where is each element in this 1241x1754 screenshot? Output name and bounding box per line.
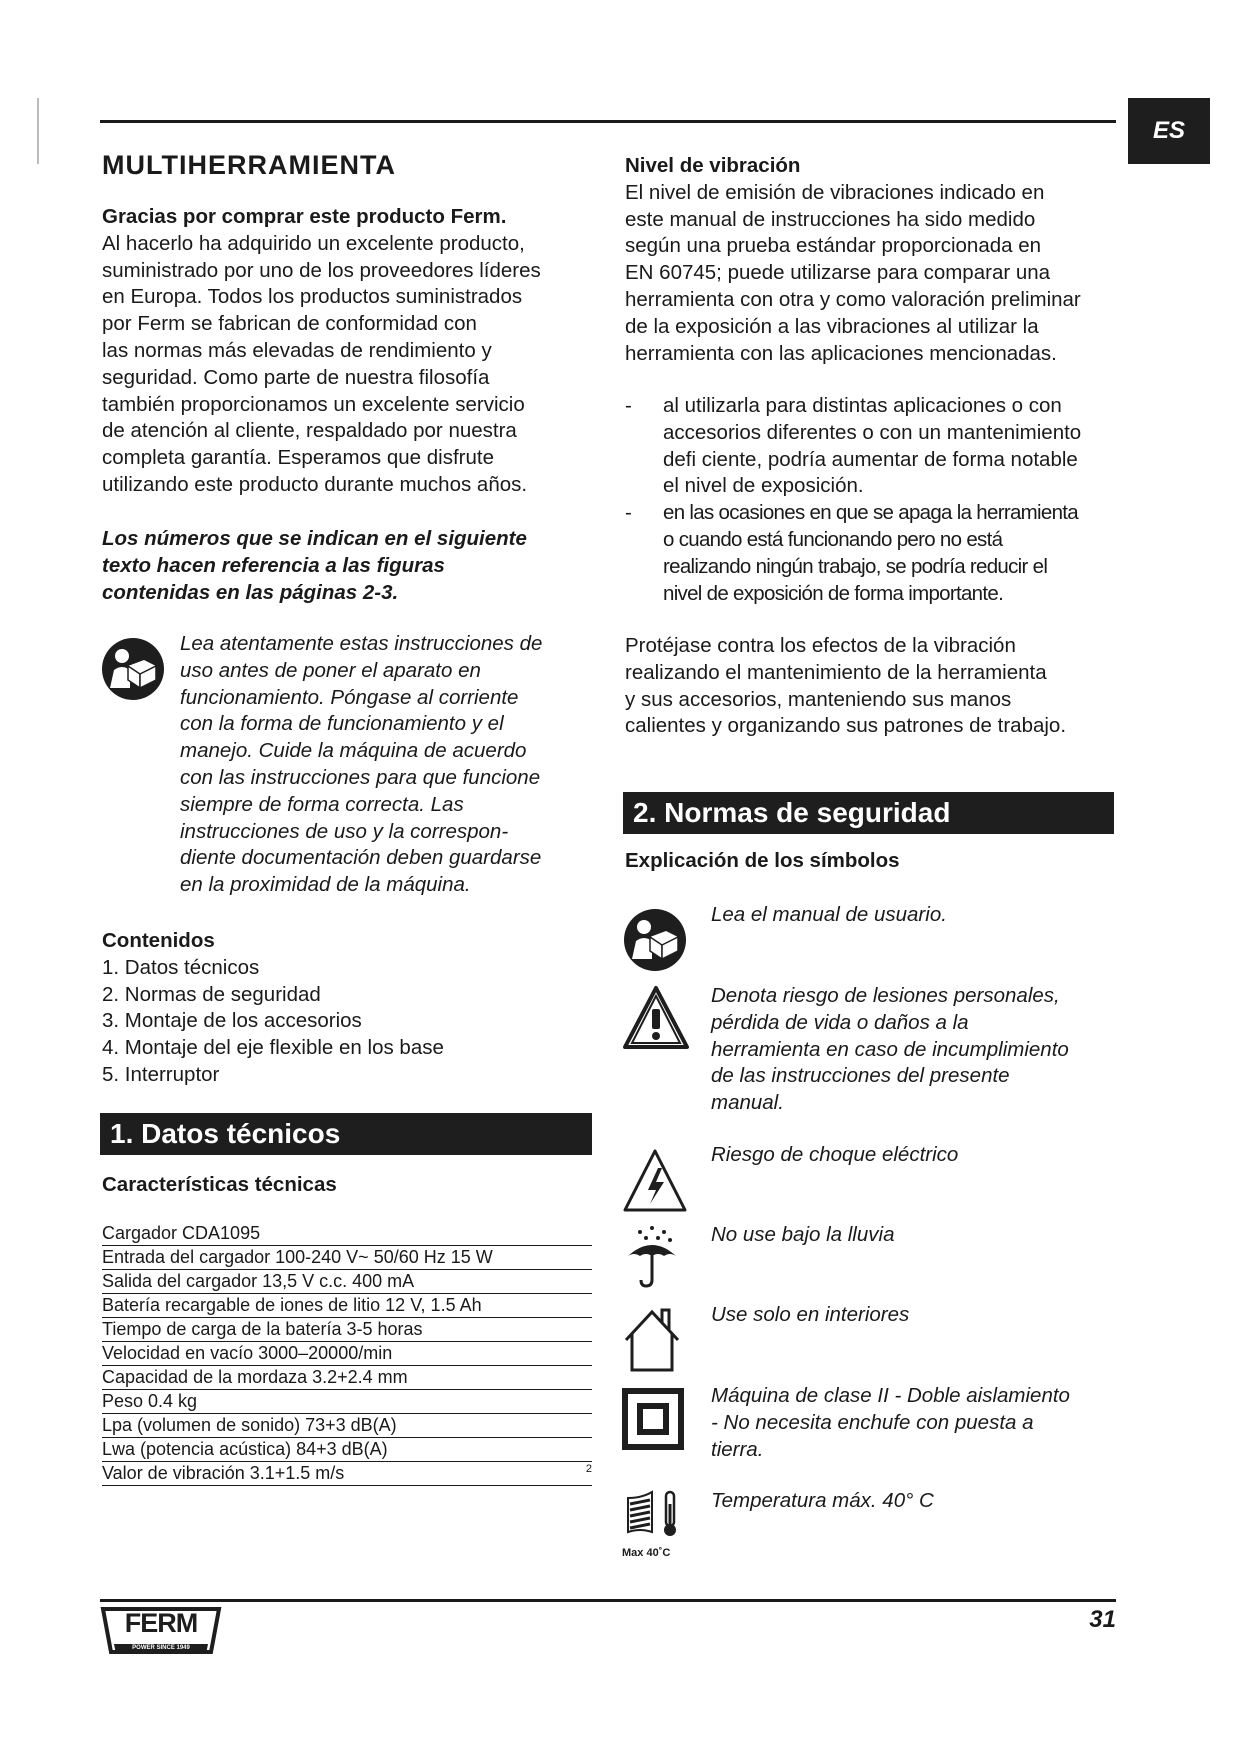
bullet-dash: -	[625, 501, 632, 525]
spec-row	[102, 1246, 592, 1270]
vibration-line: según una prueba estándar proporcionada en	[625, 234, 1042, 258]
symbol-description	[711, 1222, 1121, 1249]
read-notice-line: diente documentación deben guardarse	[180, 846, 542, 870]
vibration-line: este manual de instrucciones ha sido medido	[625, 207, 1036, 231]
warning-triangle-icon	[622, 985, 690, 1051]
symbol-line: pérdida de vida o daños a la	[711, 1010, 969, 1034]
vibration-block	[625, 153, 1115, 367]
bullet-line: el nivel de exposición.	[663, 474, 864, 498]
protect-line: y sus accesorios, manteniendo sus manos	[625, 687, 1012, 711]
double-insulation-icon	[622, 1388, 684, 1450]
spec-text: Valor de vibración 3.1+1.5 m/s	[102, 1463, 345, 1483]
vibration-line: de la exposición a las vibraciones al utilizar la	[625, 314, 1039, 338]
symbol-line: - No necesita enchufe con puesta a	[711, 1410, 1034, 1434]
symbol-line: de las instrucciones del presente	[711, 1064, 1010, 1088]
symbol-description	[711, 902, 1121, 929]
read-notice-line: con la forma de funcionamiento y el	[180, 712, 504, 736]
figures-note-line: contenidas en las páginas 2-3.	[102, 580, 399, 604]
spec-row	[102, 1438, 592, 1462]
symbol-description	[711, 1142, 1121, 1169]
symbol-line: Máquina de clase II - Doble aislamiento	[711, 1384, 1070, 1407]
bullet-line: en las ocasiones en que se apaga la herramienta	[663, 501, 1078, 525]
vibration-line: EN 60745; puede utilizarse para comparar una	[625, 261, 1051, 285]
bottom-rule	[100, 1599, 1116, 1602]
electric-shock-icon	[622, 1148, 688, 1214]
figures-note-line: texto hacen referencia a las figuras	[102, 553, 445, 577]
intro-line: en Europa. Todos los productos suministrados	[102, 285, 523, 309]
spec-text: Peso 0.4 kg	[102, 1391, 198, 1411]
contents-item: 4. Montaje del eje flexible en los base	[102, 1036, 444, 1060]
intro-line: suministrado por uno de los proveedores líderes	[102, 258, 541, 282]
intro-line: las normas más elevadas de rendimiento y	[102, 338, 492, 362]
page-number: 31	[1089, 1606, 1116, 1633]
intro-line: Al hacerlo ha adquirido un excelente producto,	[102, 231, 525, 255]
symbol-line: No use bajo la lluvia	[711, 1223, 895, 1246]
bullet-item	[625, 393, 1115, 500]
bullet-line: al utilizarla para distintas aplicaciones o con	[663, 394, 1062, 417]
vibration-heading: Nivel de vibración	[625, 154, 801, 177]
symbol-line: Denota riesgo de lesiones personales,	[711, 984, 1060, 1007]
intro-line: completa garantía. Esperamos que disfrute	[102, 446, 494, 470]
spec-row	[102, 1390, 592, 1414]
language-tab: ES	[1128, 98, 1210, 164]
vibration-line: herramienta con otra y como valoración preliminar	[625, 287, 1081, 311]
contents-item: 2. Normas de seguridad	[102, 982, 321, 1006]
spec-text: Velocidad en vacío 3000–20000/min	[102, 1343, 393, 1363]
spec-row	[102, 1414, 592, 1438]
bullet-item	[625, 500, 1115, 607]
figures-note	[102, 526, 592, 606]
spec-text: Salida del cargador 13,5 V c.c. 400 mA	[102, 1271, 415, 1291]
symbol-line: tierra.	[711, 1437, 764, 1461]
thermometer-caption: Max 40˚C	[622, 1547, 671, 1559]
umbrella-rain-icon	[622, 1224, 682, 1290]
spec-row	[102, 1222, 592, 1246]
read-notice-line: en la proximidad de la máquina.	[180, 873, 471, 897]
intro-line: de atención al cliente, respaldado por nuestra	[102, 419, 517, 443]
read-notice-line: siempre de forma correcta. Las	[180, 792, 464, 816]
vibration-line: herramienta con las aplicaciones mencionadas.	[625, 341, 1057, 365]
protect-line: calientes y organizando sus patrones de trabajo.	[625, 714, 1067, 738]
spec-row	[102, 1366, 592, 1390]
spec-row	[102, 1270, 592, 1294]
spec-text: Cargador CDA1095	[102, 1223, 261, 1243]
symbol-description	[711, 1383, 1121, 1463]
symbol-line: Use solo en interiores	[711, 1303, 910, 1326]
read-notice-line: manejo. Cuide la máquina de acuerdo	[180, 739, 527, 763]
vibration-line: El nivel de emisión de vibraciones indicado en	[625, 180, 1045, 204]
spec-text: Tiempo de carga de la batería 3-5 horas	[102, 1319, 423, 1339]
spec-text: Lpa (volumen de sonido) 73+3 dB(A)	[102, 1415, 397, 1435]
bullet-line: nivel de exposición de forma importante.	[663, 581, 1004, 605]
read-notice-line: uso antes de poner el aparato en	[180, 658, 481, 682]
figures-note-line: Los números que se indican en el siguiente	[102, 527, 527, 550]
contents-list	[102, 955, 592, 1089]
intro-line: seguridad. Como parte de nuestra filosofía	[102, 365, 490, 389]
intro-line: también proporcionamos un excelente servicio	[102, 392, 525, 416]
symbol-description	[711, 983, 1121, 1117]
symbol-line: Lea el manual de usuario.	[711, 903, 947, 926]
read-notice-line: instrucciones de uso y la correspon-	[180, 819, 509, 843]
margin-mark	[37, 98, 39, 164]
contents-heading: Contenidos	[102, 929, 215, 952]
bullet-line: accesorios diferentes o con un mantenimiento	[663, 420, 1082, 444]
symbol-line: Riesgo de choque eléctrico	[711, 1143, 959, 1166]
spec-row	[102, 1318, 592, 1342]
spec-row	[102, 1294, 592, 1318]
intro-line: utilizando este producto durante muchos años.	[102, 472, 528, 496]
bullet-dash: -	[625, 394, 632, 417]
bullet-line: o cuando está funcionando pero no está	[663, 527, 1003, 551]
spec-row	[102, 1342, 592, 1366]
intro-block	[102, 204, 592, 499]
contents-item: 1. Datos técnicos	[102, 955, 260, 979]
thanks-heading: Gracias por comprar este producto Ferm.	[102, 205, 507, 228]
symbol-line: herramienta en caso de incumplimiento	[711, 1037, 1069, 1061]
read-notice-line: Lea atentamente estas instrucciones de	[180, 632, 543, 655]
read-notice	[180, 631, 600, 899]
protect-line: Protéjase contra los efectos de la vibración	[625, 634, 1016, 657]
specs-table	[102, 1222, 592, 1486]
read-manual-icon	[100, 636, 166, 702]
symbols-heading: Explicación de los símbolos	[625, 849, 900, 872]
spec-text: Lwa (potencia acústica) 84+3 dB(A)	[102, 1439, 388, 1459]
spec-row	[102, 1462, 592, 1486]
thermometer-icon	[622, 1488, 684, 1560]
logo-text: FERM	[124, 1608, 198, 1638]
contents-block	[102, 928, 592, 1089]
spec-text: Batería recargable de iones de litio 12 V, 1.5 Ah	[102, 1295, 482, 1315]
symbol-line: Temperatura máx. 40° C	[711, 1489, 934, 1512]
protect-block	[625, 633, 1115, 740]
top-rule	[100, 120, 1116, 123]
symbol-description	[711, 1488, 1121, 1515]
symbol-description	[711, 1302, 1121, 1329]
section-2-title: 2. Normas de seguridad	[623, 792, 1114, 834]
intro-line: por Ferm se fabrican de conformidad con	[102, 312, 477, 336]
logo-tagline: POWER SINCE 1949	[132, 1645, 190, 1651]
symbol-line: manual.	[711, 1091, 784, 1115]
ferm-logo	[100, 1606, 222, 1658]
specs-heading: Características técnicas	[102, 1173, 337, 1196]
read-notice-line: con las instrucciones para que funcione	[180, 765, 541, 789]
protect-line: realizando el mantenimiento de la herramienta	[625, 660, 1047, 684]
spec-text: Capacidad de la mordaza 3.2+2.4 mm	[102, 1367, 408, 1387]
contents-item: 5. Interruptor	[102, 1062, 220, 1086]
read-manual-icon	[622, 907, 688, 973]
read-notice-line: funcionamiento. Póngase al corriente	[180, 685, 519, 709]
spec-superscript: 2	[585, 1463, 592, 1475]
contents-item: 3. Montaje de los accesorios	[102, 1009, 362, 1033]
spec-text: Entrada del cargador 100-240 V~ 50/60 Hz 15 W	[102, 1247, 493, 1267]
house-indoor-icon	[622, 1306, 682, 1372]
bullet-line: defi ciente, podría aumentar de forma notable	[663, 447, 1078, 471]
bullet-line: realizando ningún trabajo, se podría reducir el	[663, 554, 1048, 578]
page-title: MULTIHERRAMIENTA	[102, 150, 396, 180]
vibration-bullets	[625, 393, 1115, 607]
section-1-title: 1. Datos técnicos	[100, 1113, 592, 1155]
